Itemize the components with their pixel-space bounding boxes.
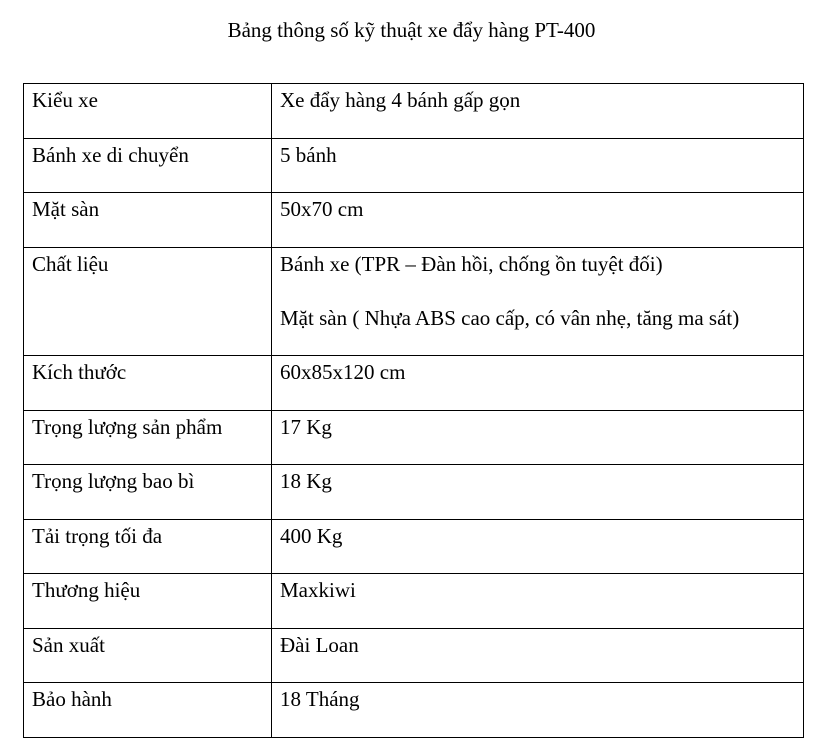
spec-value: Maxkiwi — [280, 578, 356, 602]
spec-label: Mặt sàn — [32, 197, 100, 221]
spec-label: Sản xuất — [32, 633, 105, 657]
spec-value: 18 Kg — [280, 469, 332, 493]
spec-label: Thương hiệu — [32, 578, 141, 602]
spec-value-cell — [272, 193, 804, 248]
spec-row — [24, 248, 804, 356]
spec-table-body — [24, 84, 804, 738]
spec-row — [24, 411, 804, 465]
spec-label-cell — [24, 139, 272, 193]
spec-label-cell — [24, 411, 272, 465]
spec-row — [24, 629, 804, 683]
spec-value-cell — [272, 683, 804, 738]
spec-value-cell — [272, 574, 804, 629]
spec-row — [24, 139, 804, 193]
spec-value: Mặt sàn ( Nhựa ABS cao cấp, có vân nhẹ, tăng ma sát) — [280, 306, 740, 330]
spec-value-cell — [272, 84, 804, 139]
spec-row — [24, 84, 804, 139]
spec-label-cell — [24, 193, 272, 248]
spec-row — [24, 520, 804, 574]
spec-label: Trọng lượng sản phẩm — [32, 415, 223, 439]
spec-value: 50x70 cm — [280, 197, 364, 221]
spec-value-cell — [272, 248, 804, 356]
document-title: Bảng thông số kỹ thuật xe đẩy hàng PT-400 — [227, 18, 596, 42]
spec-label: Kích thước — [32, 360, 127, 384]
spec-value: 60x85x120 cm — [280, 360, 406, 384]
spec-row — [24, 683, 804, 738]
spec-label: Kiểu xe — [32, 88, 98, 112]
spec-label-cell — [24, 84, 272, 139]
spec-label: Bảo hành — [32, 687, 112, 711]
spec-row — [24, 356, 804, 411]
spec-label-cell — [24, 629, 272, 683]
spec-table — [23, 83, 804, 738]
spec-label-cell — [24, 683, 272, 738]
spec-value: 5 bánh — [280, 143, 337, 167]
spec-value-cell — [272, 465, 804, 520]
spec-label: Trọng lượng bao bì — [32, 469, 195, 493]
spec-value-cell — [272, 629, 804, 683]
spec-value: Bánh xe (TPR – Đàn hồi, chống ồn tuyệt đối) — [280, 252, 663, 276]
spec-value: 400 Kg — [280, 524, 343, 548]
spec-row — [24, 574, 804, 629]
spec-label-cell — [24, 248, 272, 356]
spec-label-cell — [24, 465, 272, 520]
spec-value: 18 Tháng — [280, 687, 360, 711]
spec-value-cell — [272, 139, 804, 193]
spec-label-cell — [24, 574, 272, 629]
spec-value-cell — [272, 411, 804, 465]
spec-value: Đài Loan — [280, 633, 359, 657]
spec-label-cell — [24, 520, 272, 574]
spec-value-cell — [272, 520, 804, 574]
spec-value: 17 Kg — [280, 415, 332, 439]
spec-label: Chất liệu — [32, 252, 109, 276]
spec-value-cell — [272, 356, 804, 411]
spec-row — [24, 193, 804, 248]
spec-row — [24, 465, 804, 520]
spec-value: Xe đẩy hàng 4 bánh gấp gọn — [280, 88, 521, 112]
spec-label: Bánh xe di chuyển — [32, 143, 189, 167]
spec-label: Tải trọng tối đa — [32, 524, 163, 548]
spec-label-cell — [24, 356, 272, 411]
